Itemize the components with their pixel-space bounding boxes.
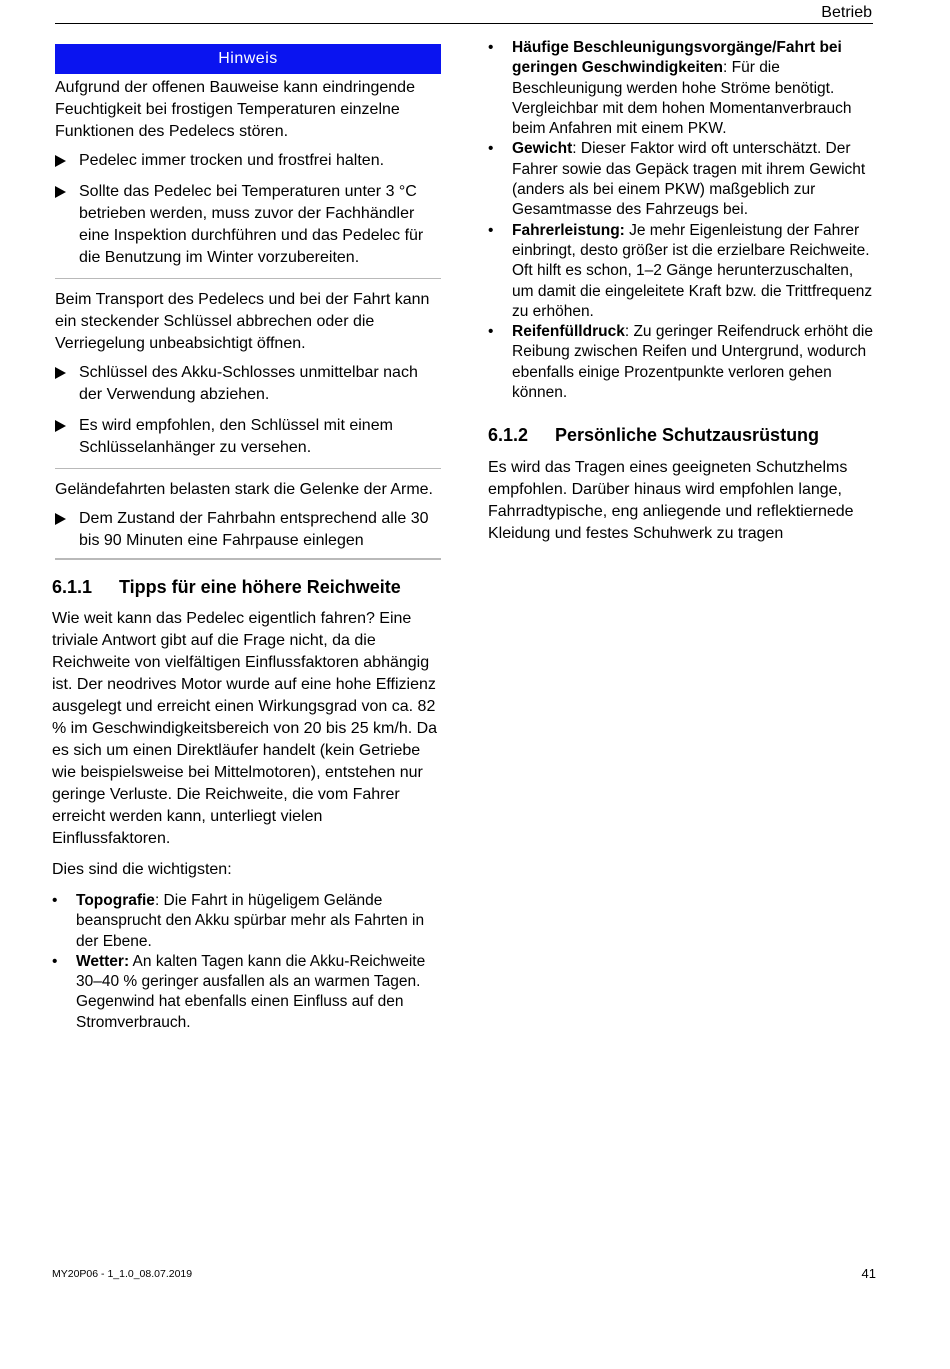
body-paragraph: Dies sind die wichtigsten:	[52, 861, 232, 878]
hinweis-bottom-rule	[55, 558, 441, 560]
section-title: Persönliche Schutzausrüstung	[555, 425, 820, 446]
right-column	[488, 38, 878, 545]
list-text: Die Fahrt in hügeligem Gelände beansprucht den Akku spürbar mehr als Fahrten in der Ebene.	[76, 892, 425, 950]
hinweis-divider	[55, 468, 441, 469]
action-item	[55, 181, 441, 269]
bullet-list	[488, 38, 878, 403]
list-item	[488, 38, 878, 139]
action-item	[55, 415, 441, 459]
list-item	[488, 322, 878, 403]
bullet-list	[52, 891, 442, 1033]
list-sep: :	[624, 323, 630, 341]
hinweis-text: Aufgrund der offenen Bauweise kann eindringende Feuchtigkeit bei frostigen Temperaturen einzelne Funktionen des Pedelecs stören.	[55, 79, 415, 140]
hinweis-title: Hinweis	[55, 44, 441, 74]
section-number: 6.1.2	[488, 425, 529, 446]
bullet-icon: •	[488, 39, 494, 56]
list-term: Gewicht	[512, 140, 573, 158]
bullet-icon: •	[52, 952, 58, 970]
list-item	[488, 221, 878, 322]
action-text: Es wird empfohlen, den Schlüssel mit einem Schlüsselanhänger zu versehen.	[79, 417, 393, 456]
bullet-icon: •	[488, 140, 494, 158]
list-term: Häufige Beschleunigungsvorgänge/Fahrt bei geringen Geschwindigkeiten	[512, 39, 842, 77]
action-item	[55, 362, 441, 406]
body-paragraph: Es wird das Tragen eines geeigneten Schutzhelms empfohlen. Darüber hinaus wird empfohlen lange, Fahrradtypische, eng anliegende und reflektiernede Kleidung und festes Schuhwerk zu tragen	[488, 459, 854, 543]
hinweis-box	[55, 74, 441, 560]
header-rule	[55, 23, 873, 24]
page-number: 41	[861, 1266, 876, 1281]
list-term: Topografie	[76, 892, 155, 909]
section-title: Tipps für eine höhere Reichweite	[119, 577, 401, 597]
action-text: Pedelec immer trocken und frostfrei halten.	[79, 152, 385, 169]
list-sep: :	[154, 892, 160, 909]
header-title: Betrieb	[821, 4, 872, 21]
action-text: Schlüssel des Akku-Schlosses unmittelbar nach der Verwendung abziehen.	[79, 364, 418, 403]
arrow-right-icon	[55, 367, 66, 379]
list-term: Fahrerleistung:	[512, 221, 625, 239]
action-item	[55, 508, 441, 552]
arrow-right-icon	[55, 155, 66, 167]
bullet-icon: •	[52, 892, 58, 909]
hinweis-text: Geländefahrten belasten stark die Gelenke der Arme.	[55, 481, 433, 498]
list-text: Für die Beschleunigung werden hohe Ströme benötigt. Vergleichbar mit dem hohen Momentanverbrauch beim Anfahren mit einem PKW.	[512, 59, 852, 138]
left-column	[52, 44, 442, 1033]
list-item	[488, 139, 878, 220]
body-paragraph: Wie weit kann das Pedelec eigentlich fahren? Eine triviale Antwort gibt auf die Frage nicht, da die Reichweite von vielfältigen Einflussfaktoren abhängig ist. Der neodrives Motor wurde auf eine hohe Effizienz ausgelegt und erreicht einen Wirkungsgrad von ca. 82 % im Geschwindigkeitsbereich von 20 bis 25 km/h. Da es sich um einen Direktläufer handelt (kein Getriebe wie beispielsweise bei Mittelmotoren), entstehen nur geringe Verluste. Die Reichweite, die vom Fahrer erreicht werden kann, unterliegt vielen Einflussfaktoren.	[52, 610, 438, 847]
list-sep: :	[723, 59, 728, 77]
section-heading	[488, 424, 878, 446]
list-text: Je mehr Eigenleistung der Fahrer einbringt, desto größer ist die erzielbare Reichweite. Oft hilft es schon, 1–2 Gänge herunterzuschalten, um damit die eingeleitete Kraft bzw. die Trittfrequenz zu erhöhen.	[512, 221, 873, 320]
bullet-icon: •	[488, 323, 494, 341]
list-term: Wetter:	[76, 952, 130, 970]
list-text: Zu geringer Reifendruck erhöht die Reibung zwischen Reifen und Untergrund, wodurch ebenfalls einige Prozentpunkte verloren gehen können.	[512, 323, 873, 402]
action-text: Sollte das Pedelec bei Temperaturen unter 3 °C betrieben werden, muss zuvor der Fachhändler eine Inspektion durchführen und das Pedelec für die Benutzung im Winter vorzubereiten.	[79, 183, 424, 266]
list-item	[52, 952, 442, 1033]
arrow-right-icon	[55, 186, 66, 198]
list-term: Reifenfülldruck	[512, 323, 625, 341]
hinweis-text: Beim Transport des Pedelecs und bei der Fahrt kann ein steckender Schlüssel abbrechen oder die Verriegelung unbeabsichtigt öffnen.	[55, 291, 430, 352]
list-item	[52, 891, 442, 952]
list-sep: :	[572, 140, 577, 158]
footer-doc-id: MY20P06 - 1_1.0_08.07.2019	[52, 1268, 193, 1280]
section-number: 6.1.1	[52, 577, 93, 597]
hinweis-divider	[55, 278, 441, 279]
arrow-right-icon	[55, 513, 66, 525]
list-text: Dieser Faktor wird oft unterschätzt. Der Fahrer sowie das Gepäck tragen mit ihrem Gewicht (anders als bei einem PKW) maßgeblich zur Gesamtmasse des Fahrzeugs bei.	[512, 140, 866, 219]
arrow-right-icon	[55, 420, 66, 432]
list-text: An kalten Tagen kann die Akku-Reichweite 30–40 % geringer ausfallen als an warmen Tagen. Gegenwind hat ebenfalls einen Einfluss auf den Stromverbrauch.	[76, 952, 426, 1031]
action-item	[55, 150, 441, 172]
section-heading	[52, 576, 442, 598]
action-text: Dem Zustand der Fahrbahn entsprechend alle 30 bis 90 Minuten eine Fahrpause einlegen	[79, 510, 429, 549]
bullet-icon: •	[488, 221, 494, 239]
